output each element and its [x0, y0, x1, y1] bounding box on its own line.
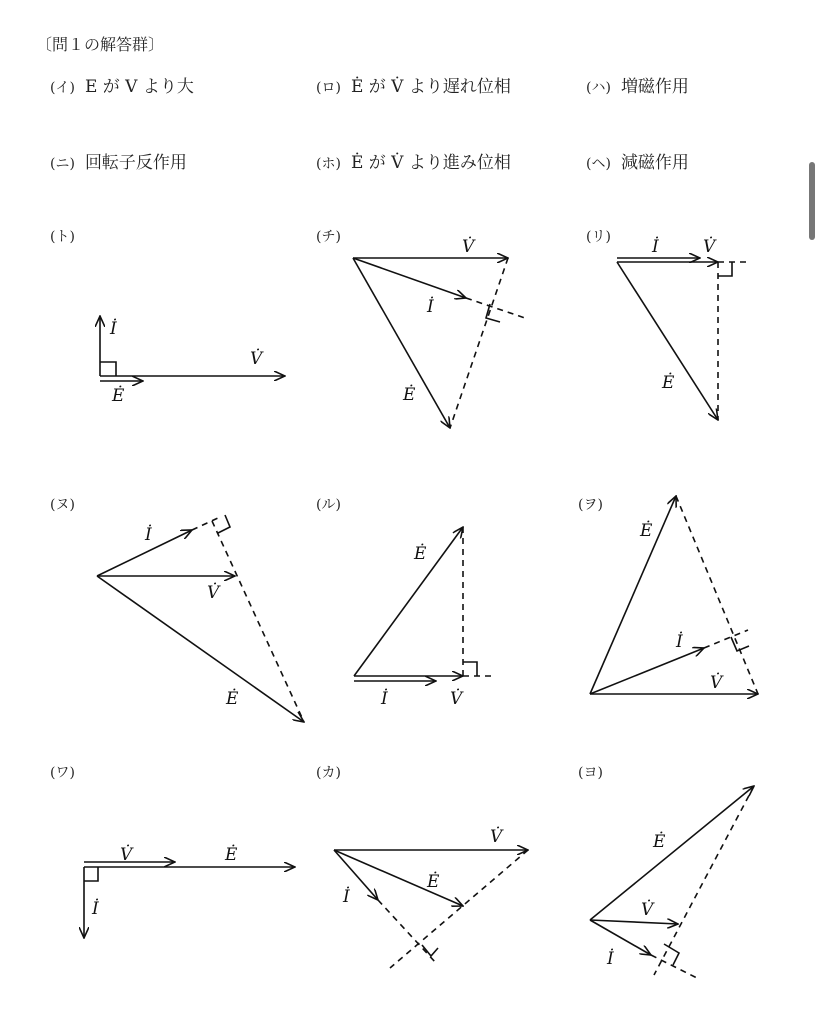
i-phasor: [590, 920, 651, 955]
option-text: Ė が V̇ より遅れ位相: [350, 77, 511, 97]
v-label: V̇: [250, 349, 263, 369]
i-label: İ: [92, 899, 99, 919]
e-label: Ė: [403, 385, 416, 405]
i-label: İ: [427, 297, 434, 317]
e-label: Ė: [225, 845, 238, 865]
i-phasor: [334, 850, 378, 900]
i-label: İ: [381, 689, 388, 709]
v-label: V̇: [450, 689, 463, 709]
phasor-diagram-chi: [353, 237, 525, 428]
diagram-label-chi[interactable]: (チ): [316, 229, 341, 245]
diagram-label-wo[interactable]: (ヲ): [578, 497, 603, 513]
option-text: Ė が V̇ より進み位相: [350, 153, 511, 173]
i-label: İ: [652, 237, 659, 257]
e-label: Ė: [640, 521, 653, 541]
diagram-label-to[interactable]: (ト): [50, 229, 75, 245]
dashed-line: [466, 298, 525, 318]
i-phasor: [353, 258, 466, 298]
option-label: (イ): [50, 80, 75, 96]
e-phasor: [97, 576, 304, 722]
e-label: Ė: [226, 689, 239, 709]
v-label: V̇: [703, 237, 716, 257]
e-label: Ė: [414, 544, 427, 564]
v-label: V̇: [120, 845, 133, 865]
right-angle-mark: [218, 515, 230, 533]
i-label: İ: [110, 319, 117, 339]
e-phasor: [617, 262, 718, 420]
phasor-diagram-yo: [590, 786, 754, 978]
right-angle-mark: [463, 662, 477, 676]
right-angle-mark: [718, 262, 732, 276]
phasor-diagram-wa: [84, 844, 295, 938]
diagram-label-ka[interactable]: (カ): [316, 765, 341, 781]
diagram-label-ru[interactable]: (ル): [316, 497, 341, 513]
option-label: (ロ): [316, 80, 341, 96]
phasor-diagram-to: [100, 316, 285, 406]
e-label: Ė: [653, 832, 666, 852]
right-angle-mark: [731, 637, 749, 651]
v-label: V̇: [490, 827, 503, 847]
option-text: 回転子反作用: [84, 153, 187, 173]
e-phasor: [354, 527, 463, 676]
option-label: (ニ): [50, 156, 75, 172]
right-angle-mark: [84, 867, 98, 881]
v-label: V̇: [641, 900, 654, 920]
i-label: İ: [145, 525, 152, 545]
phasor-diagram-ru: [354, 527, 495, 709]
i-label: İ: [607, 949, 614, 969]
phasor-diagram-ka: [334, 827, 528, 968]
v-label: V̇: [710, 673, 723, 693]
phasor-diagram-wo: [590, 496, 758, 694]
i-label: İ: [676, 632, 683, 652]
right-angle-mark: [486, 304, 500, 322]
option-label: (ヘ): [586, 156, 611, 172]
diagram-label-wa[interactable]: (ワ): [50, 765, 75, 781]
dashed-line: [676, 496, 758, 694]
e-phasor: [334, 850, 463, 906]
e-phasor: [590, 786, 754, 920]
v-label: V̇: [462, 237, 475, 257]
phasor-diagram-ri: [617, 236, 748, 420]
dashed-line: [390, 850, 528, 968]
v-phasor: [590, 920, 678, 924]
answer-group-title: 〔問１の解答群〕: [36, 35, 165, 54]
option-text: 増磁作用: [620, 77, 689, 97]
diagram-label-nu[interactable]: (ヌ): [50, 497, 75, 513]
e-label: Ė: [112, 386, 125, 406]
v-label: V̇: [207, 583, 220, 603]
option-text: 減磁作用: [620, 153, 689, 173]
e-label: Ė: [662, 373, 675, 393]
option-label: (ハ): [586, 80, 611, 96]
scrollbar[interactable]: [809, 162, 815, 240]
dashed-line: [450, 258, 508, 428]
e-label: Ė: [427, 872, 440, 892]
right-angle-mark: [100, 362, 116, 376]
dashed-line: [651, 955, 697, 978]
i-label: İ: [343, 887, 350, 907]
diagram-label-ri[interactable]: (リ): [586, 229, 611, 245]
option-text: E が V より大: [84, 77, 194, 97]
dashed-line: [704, 630, 748, 648]
option-label: (ホ): [316, 156, 341, 172]
diagram-label-yo[interactable]: (ヨ): [578, 765, 603, 781]
phasor-diagram-nu: [97, 515, 304, 722]
e-phasor: [353, 258, 450, 428]
